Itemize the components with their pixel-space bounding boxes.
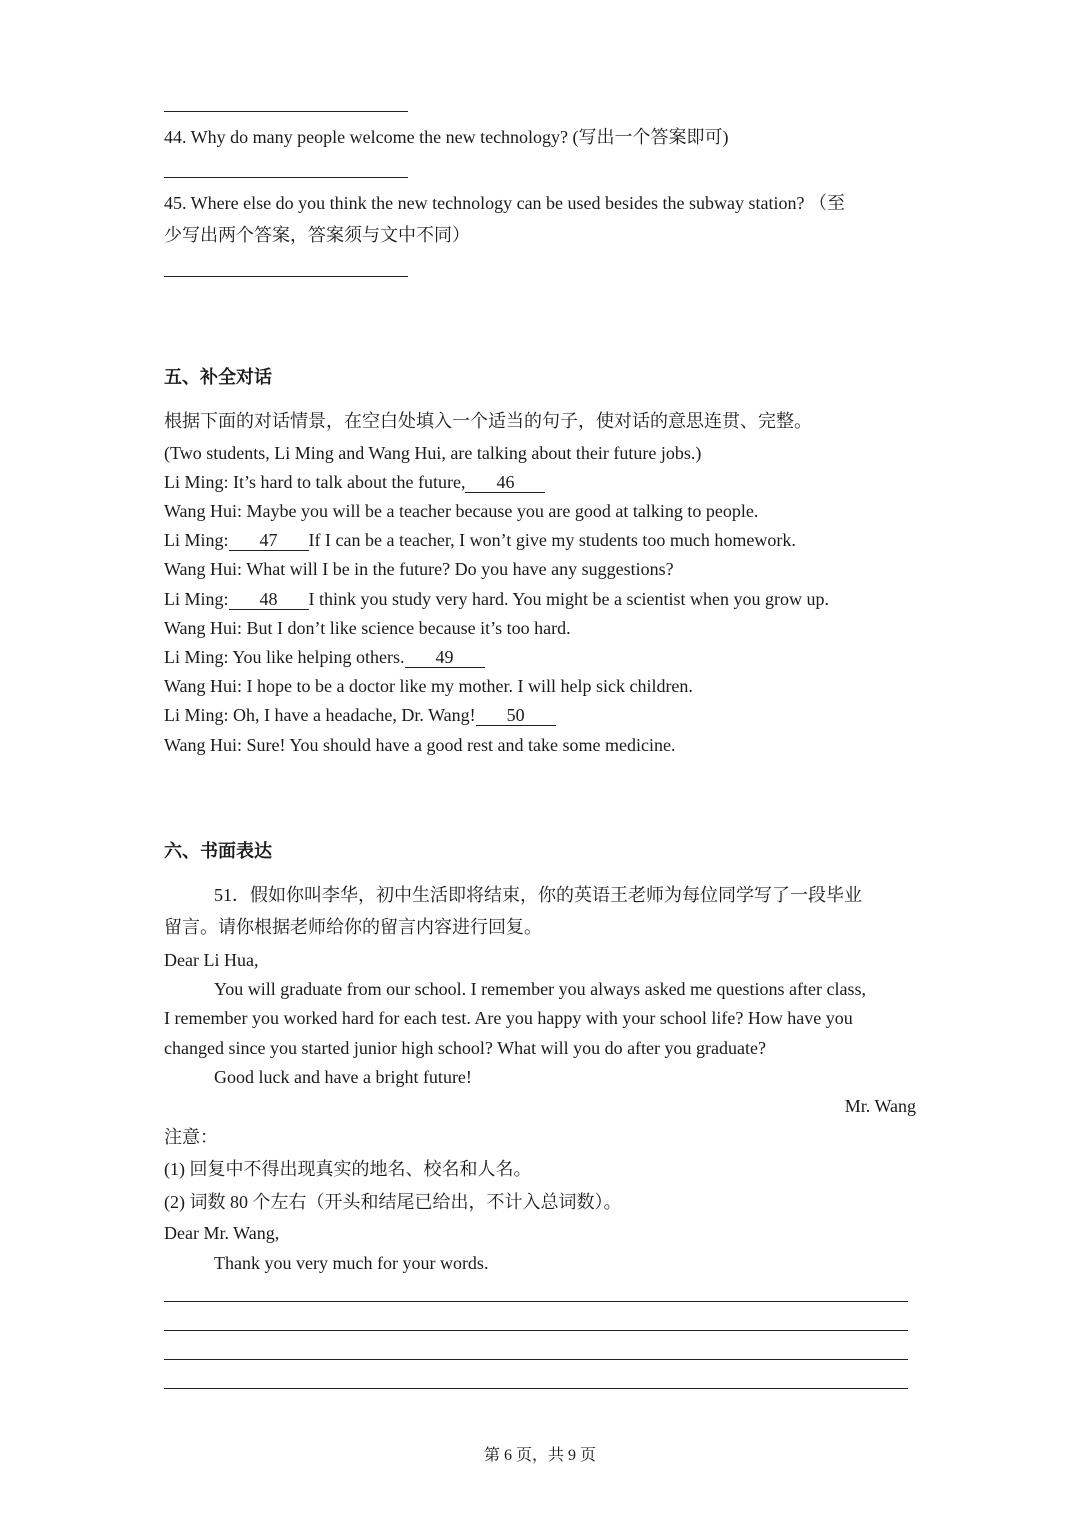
dialogue-line (164, 675, 693, 697)
page-number: 第 6 页，共 9 页 (483, 1447, 596, 1464)
letter-closing: Good luck and have a bright future! (214, 1067, 472, 1087)
answer-line-45[interactable] (164, 276, 408, 277)
blank-49[interactable]: 49 (405, 647, 485, 668)
dialogue-text: Li Ming: Oh, I have a headache, Dr. Wang! (164, 705, 476, 725)
letter-body-line2: I remember you worked hard for each test. Are you happy with your school life? How have you (164, 1008, 853, 1028)
question-45-line2: 少写出两个答案，答案须与文中不同） (164, 225, 470, 245)
blank-50[interactable]: 50 (476, 705, 556, 726)
dialogue-text: Li Ming: (164, 530, 229, 550)
writing-line[interactable] (164, 1359, 908, 1360)
writing-prompt-line2: 留言。请你根据老师给你的留言内容进行回复。 (164, 917, 542, 937)
dialogue-text: Wang Hui: Maybe you will be a teacher because you are good at talking to people. (164, 501, 759, 521)
letter-body-line3: changed since you started junior high school? What will you do after you graduate? (164, 1038, 766, 1058)
dialogue-line (164, 617, 571, 639)
dialogue-line (164, 500, 758, 522)
dialogue-line (164, 529, 796, 551)
dialogue-text: Wang Hui: Sure! You should have a good rest and take some medicine. (164, 735, 676, 755)
reply-greeting: Dear Mr. Wang, (164, 1223, 280, 1243)
blank-48[interactable]: 48 (229, 589, 309, 610)
section-5-context: (Two students, Li Ming and Wang Hui, are talking about their future jobs.) (164, 443, 702, 463)
dialogue-text: If I can be a teacher, I won’t give my students too much homework. (308, 530, 796, 550)
dialogue-line (164, 704, 556, 726)
section-5-instruction: 根据下面的对话情景，在空白处填入一个适当的句子，使对话的意思连贯、完整。 (164, 411, 812, 431)
section-6-heading: 六、书面表达 (164, 841, 272, 862)
writing-line[interactable] (164, 1301, 908, 1302)
writing-prompt-line1: 51．假如你叫李华，初中生活即将结束，你的英语王老师为每位同学写了一段毕业 (214, 885, 862, 905)
dialogue-text: Li Ming: It’s hard to talk about the future, (164, 472, 466, 492)
dialogue-line (164, 646, 485, 668)
dialogue-text: Li Ming: (164, 589, 229, 609)
letter-greeting: Dear Li Hua, (164, 950, 259, 970)
dialogue-text: Li Ming: You like helping others. (164, 647, 405, 667)
question-44: 44. Why do many people welcome the new technology? (写出一个答案即可) (164, 127, 729, 147)
dialogue-line (164, 734, 675, 756)
dialogue-text: Wang Hui: But I don’t like science because it’s too hard. (164, 618, 571, 638)
writing-line[interactable] (164, 1330, 908, 1331)
section-5-heading: 五、补全对话 (164, 367, 272, 388)
letter-body-line1: You will graduate from our school. I remember you always asked me questions after class, (214, 979, 867, 999)
dialogue-line (164, 588, 829, 610)
dialogue-text: I think you study very hard. You might be a scientist when you grow up. (308, 589, 829, 609)
blank-46[interactable]: 46 (465, 472, 545, 493)
answer-line-43[interactable] (164, 111, 408, 112)
writing-line[interactable] (164, 1388, 908, 1389)
reply-start: Thank you very much for your words. (214, 1253, 489, 1273)
letter-signature: Mr. Wang (844, 1096, 916, 1116)
dialogue-line (164, 471, 545, 493)
dialogue-text: Wang Hui: What will I be in the future? Do you have any suggestions? (164, 559, 674, 579)
dialogue-text: Wang Hui: I hope to be a doctor like my mother. I will help sick children. (164, 676, 693, 696)
dialogue-line (164, 558, 674, 580)
note-1: (1) 回复中不得出现真实的地名、校名和人名。 (164, 1159, 532, 1179)
note-2: (2) 词数 80 个左右（开头和结尾已给出，不计入总词数）。 (164, 1192, 622, 1212)
question-45-line1: 45. Where else do you think the new technology can be used besides the subway station? （至 (164, 193, 846, 213)
notes-title: 注意： (164, 1127, 218, 1147)
answer-line-44[interactable] (164, 177, 408, 178)
blank-47[interactable]: 47 (229, 530, 309, 551)
